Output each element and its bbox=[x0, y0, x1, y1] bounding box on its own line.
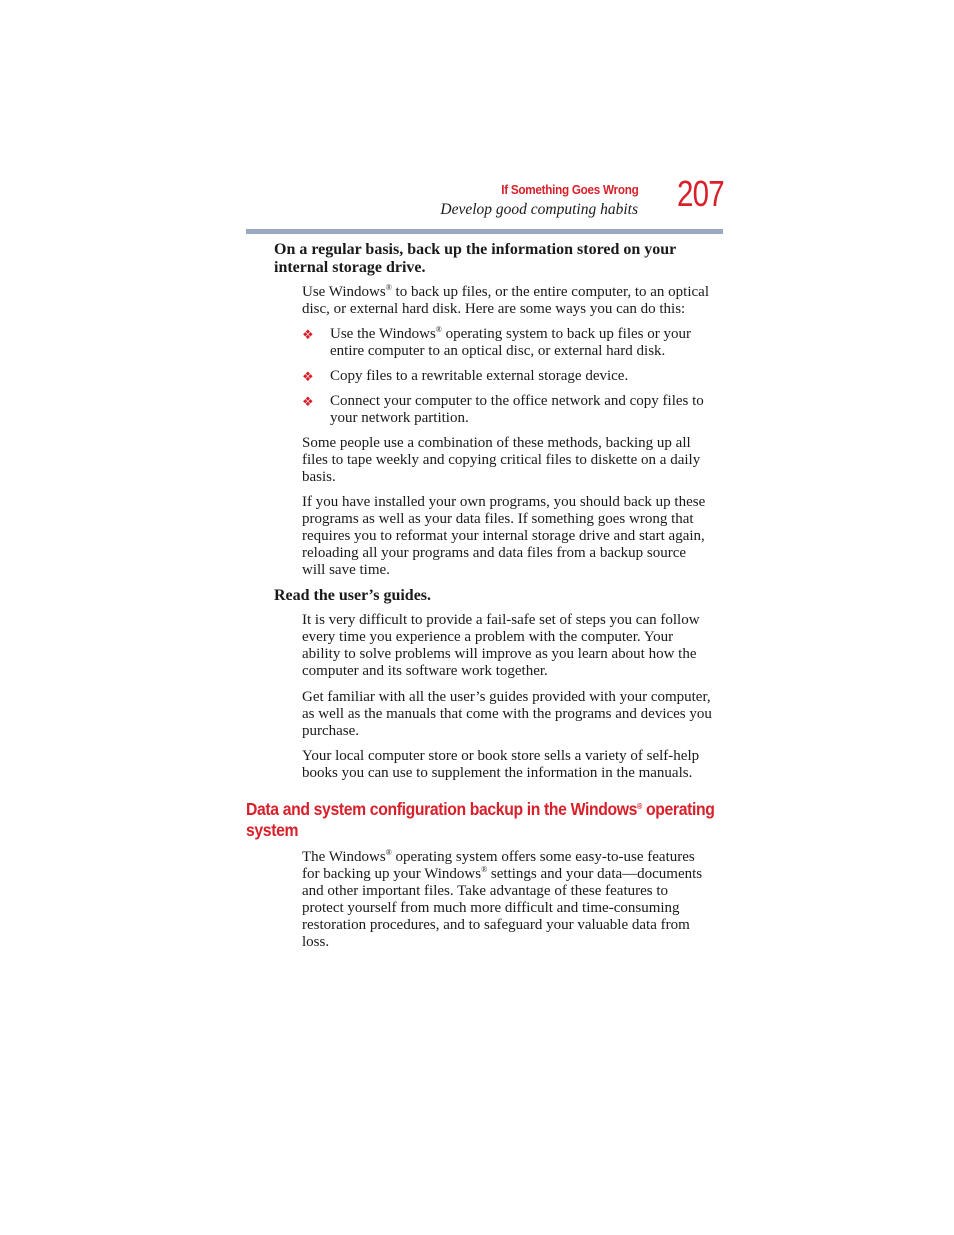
installed-programs-paragraph bbox=[302, 494, 724, 579]
text-line: requires you to reformat your internal storage drive and start again, bbox=[302, 528, 705, 544]
text-line: loss. bbox=[302, 934, 330, 950]
backup-heading-line: internal storage drive. bbox=[274, 259, 426, 276]
combination-paragraph bbox=[302, 435, 724, 486]
backup-intro bbox=[302, 284, 724, 318]
text-line: Use the Windows® operating system to back up files or your bbox=[330, 325, 691, 342]
diamond-bullet-icon: ❖ bbox=[302, 369, 314, 384]
text-line: files to tape weekly and copying critical files to diskette on a daily bbox=[302, 452, 701, 468]
text-line: as well as the manuals that come with the programs and devices you bbox=[302, 706, 712, 722]
backup-heading bbox=[274, 241, 722, 277]
diamond-bullet-icon: ❖ bbox=[302, 327, 314, 342]
text-line: reloading all your programs and data files from a backup source bbox=[302, 545, 687, 561]
page-number: 207 bbox=[677, 173, 724, 214]
text-line: protect yourself from much more difficult and time-consuming bbox=[302, 900, 680, 916]
text-line: books you can use to supplement the information in the manuals. bbox=[302, 765, 693, 781]
text-line: will save time. bbox=[302, 562, 390, 578]
guides-heading: Read the user’s guides. bbox=[274, 587, 432, 604]
diamond-bullet-icon: ❖ bbox=[302, 394, 314, 409]
text-line: restoration procedures, and to safeguard your valuable data from bbox=[302, 917, 690, 933]
text-line: and other important files. Take advantage of these features to bbox=[302, 883, 669, 899]
text-line: Get familiar with all the user’s guides provided with your computer, bbox=[302, 689, 711, 705]
text-line: Use Windows® to back up files, or the entire computer, to an optical bbox=[302, 283, 709, 300]
text-line: computer and its software work together. bbox=[302, 663, 548, 679]
config-backup-paragraph bbox=[302, 849, 724, 951]
text-line: It is very difficult to provide a fail-safe set of steps you can follow bbox=[302, 612, 700, 628]
config-backup-heading bbox=[246, 799, 716, 841]
text-line: disc, or external hard disk. Here are some ways you can do this: bbox=[302, 301, 686, 317]
chapter-title: If Something Goes Wrong bbox=[500, 182, 638, 197]
backup-heading-line: On a regular basis, back up the information stored on your bbox=[274, 241, 677, 258]
heading-line: system bbox=[246, 820, 299, 840]
text-line: every time you experience a problem with the computer. Your bbox=[302, 629, 674, 645]
guides-paragraph-1 bbox=[302, 612, 724, 680]
text-line: for backing up your Windows® settings and your data—documents bbox=[302, 865, 703, 882]
text-line: programs as well as your data files. If something goes wrong that bbox=[302, 511, 694, 527]
heading-line: Data and system configuration backup in the Windows® operating bbox=[246, 799, 715, 819]
section-title: Develop good computing habits bbox=[440, 201, 638, 218]
text-line: entire computer to an optical disc, or external hard disk. bbox=[330, 343, 666, 359]
text-line: ability to solve problems will improve as you learn about how the bbox=[302, 646, 697, 662]
header-rule bbox=[246, 229, 723, 234]
text-line: your network partition. bbox=[330, 410, 469, 426]
text-line: The Windows® operating system offers some easy-to-use features bbox=[302, 848, 695, 865]
text-line: If you have installed your own programs, you should back up these bbox=[302, 494, 706, 510]
text-line: Connect your computer to the office network and copy files to bbox=[330, 393, 704, 409]
guides-paragraph-2 bbox=[302, 689, 724, 740]
text-line: Your local computer store or book store sells a variety of self-help bbox=[302, 748, 700, 764]
text-line: Some people use a combination of these methods, backing up all bbox=[302, 435, 691, 451]
guides-paragraph-3 bbox=[302, 748, 724, 782]
text-line: Copy files to a rewritable external storage device. bbox=[330, 368, 629, 384]
text-line: basis. bbox=[302, 469, 336, 485]
text-line: purchase. bbox=[302, 723, 360, 739]
